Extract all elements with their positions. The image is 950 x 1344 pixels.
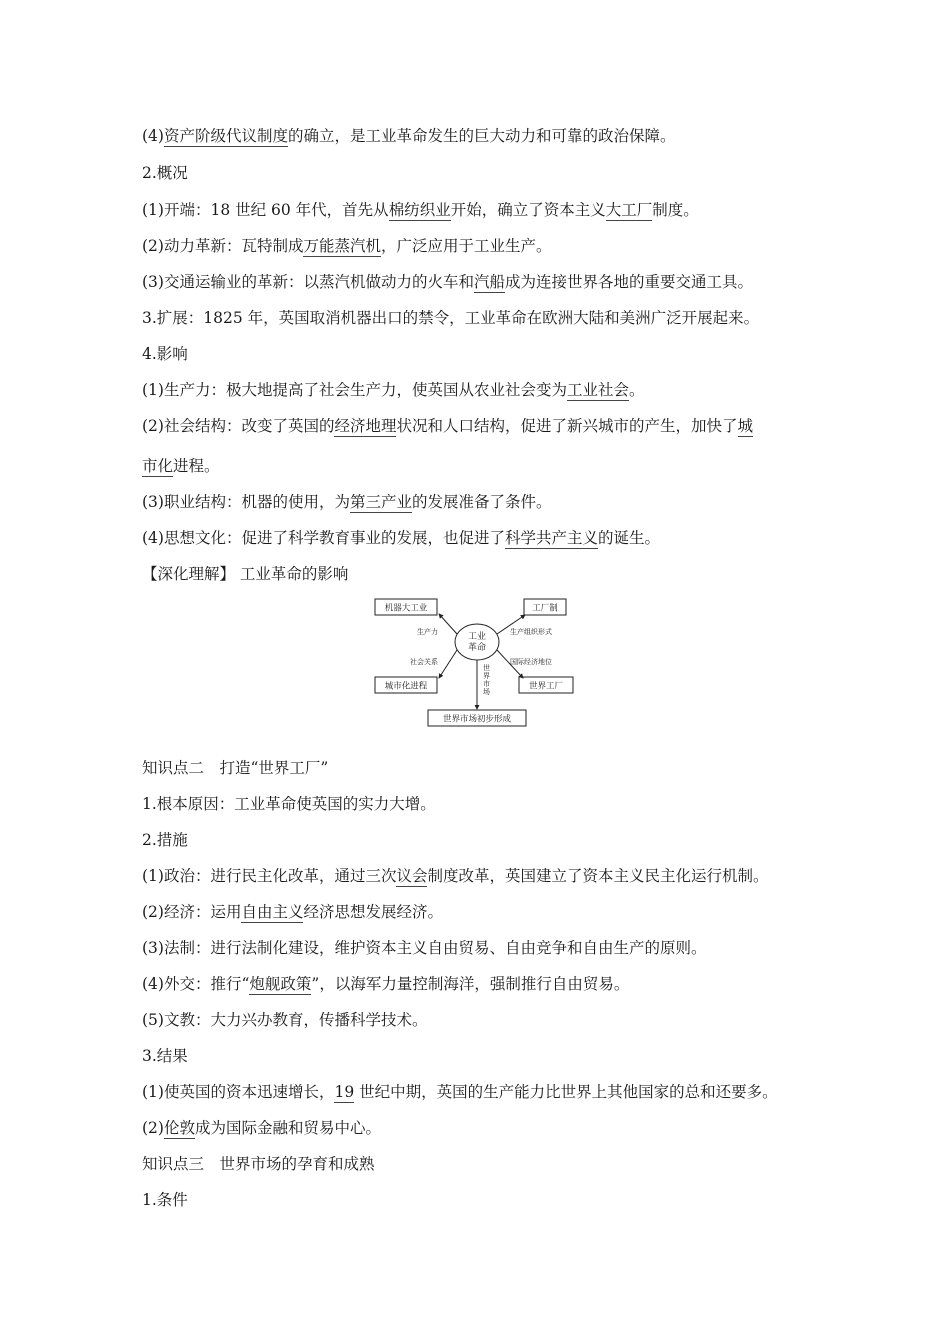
vertical-label-char: 界 (483, 672, 490, 680)
text-line: (1)政治：进行民主化改革，通过三次议会制度改革，英国建立了资本主义民主化运行机制。 (142, 867, 769, 885)
arrow-label-productivity: 生产力 (417, 628, 438, 636)
text-line: 市化进程。 (142, 457, 220, 475)
text-line: (4)思想文化：促进了科学教育事业的发展，也促进了科学共产主义的诞生。 (142, 529, 660, 547)
text-line: (2)经济：运用自由主义经济思想发展经济。 (142, 903, 443, 921)
text-line: (1)开端：18 世纪 60 年代，首先从棉纺织业开始，确立了资本主义大工厂制度。 (142, 201, 699, 219)
text-line: (1)使英国的资本迅速增长，19 世纪中期，英国的生产能力比世界上其他国家的总和还要多。 (142, 1083, 778, 1101)
text-line: (3)法制：进行法制化建设，维护资本主义自由贸易、自由竞争和自由生产的原则。 (142, 939, 707, 957)
text-line: (1)生产力：极大地提高了社会生产力，使英国从农业社会变为工业社会。 (142, 381, 645, 399)
section-heading: 【深化理解】 工业革命的影响 (142, 565, 349, 583)
impact-diagram (365, 594, 585, 734)
vertical-label-char: 场 (483, 688, 490, 696)
text-line: 3.扩展：1825 年，英国取消机器出口的禁令，工业革命在欧洲大陆和美洲广泛开展起来。 (142, 309, 760, 327)
box-bottom-label: 世界市场初步形成 (442, 714, 512, 725)
center-label-1: 工业 (467, 632, 487, 642)
arrow-label-international: 国际经济地位 (510, 658, 552, 666)
text-line: (5)文教：大力兴办教育，传播科学技术。 (142, 1011, 428, 1029)
text-line: (3)职业结构：机器的使用，为第三产业的发展准备了条件。 (142, 493, 552, 511)
section-heading: 2.概况 (142, 164, 188, 182)
section-heading: 4.影响 (142, 345, 188, 363)
box-bottom-left-label: 城市化进程 (384, 681, 428, 692)
center-label-2: 革命 (467, 643, 487, 653)
text-line: (2)社会结构：改变了英国的经济地理状况和人口结构，促进了新兴城市的产生，加快了城 (142, 417, 754, 435)
arrow-label-social: 社会关系 (410, 658, 438, 666)
text-line: (2)动力革新：瓦特制成万能蒸汽机，广泛应用于工业生产。 (142, 237, 552, 255)
box-top-right-label: 工厂制 (532, 603, 558, 614)
center-ellipse (455, 624, 499, 660)
vertical-label-char: 市 (483, 680, 490, 688)
text-line: 1.根本原因：工业革命使英国的实力大增。 (142, 795, 436, 813)
box-bottom-right-label: 世界工厂 (528, 681, 564, 692)
section-heading: 1.条件 (142, 1191, 188, 1209)
box-top-left-label: 机器大工业 (384, 603, 428, 614)
section-heading: 知识点三 世界市场的孕育和成熟 (142, 1155, 375, 1173)
text-line: (2)伦敦成为国际金融和贸易中心。 (142, 1119, 381, 1137)
text-line: (4)资产阶级代议制度的确立，是工业革命发生的巨大动力和可靠的政治保障。 (142, 127, 676, 145)
arrow-label-organization: 生产组织形式 (510, 628, 552, 636)
text-line: (4)外交：推行“炮舰政策”，以海军力量控制海洋，强制推行自由贸易。 (142, 975, 630, 993)
section-heading: 3.结果 (142, 1047, 188, 1065)
text-line: (3)交通运输业的革新：以蒸汽机做动力的火车和汽船成为连接世界各地的重要交通工具。 (142, 273, 753, 291)
vertical-label-char: 世 (483, 664, 490, 672)
section-heading: 知识点二 打造“世界工厂” (142, 759, 329, 777)
section-heading: 2.措施 (142, 831, 188, 849)
